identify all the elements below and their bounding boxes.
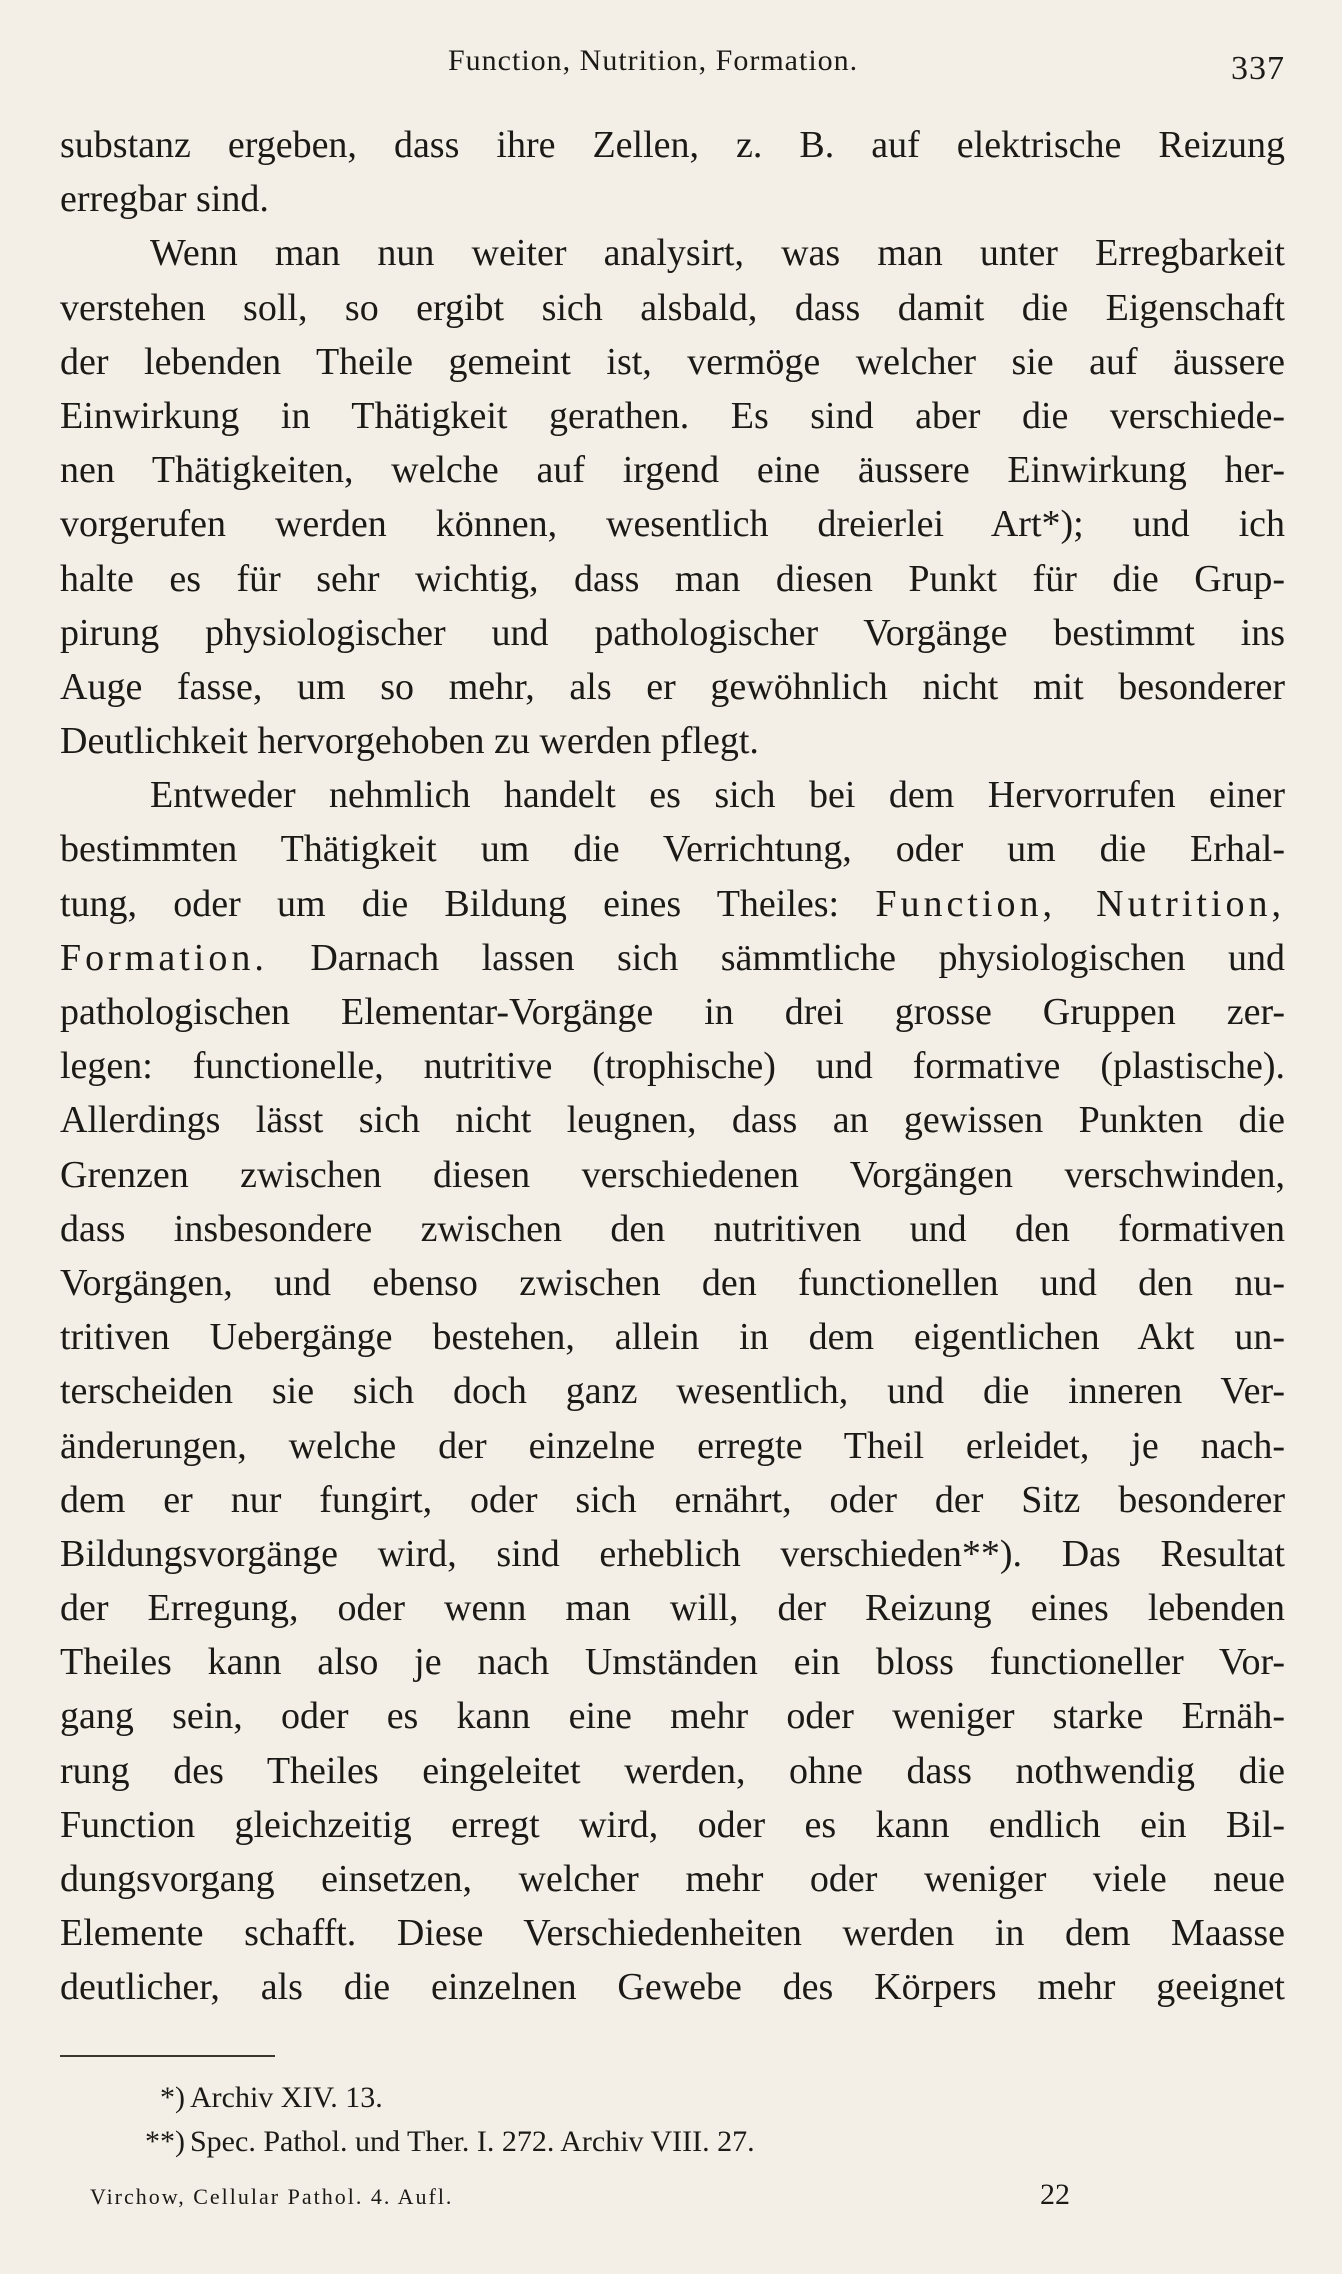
text-line: Deutlichkeit hervorgehoben zu werden pflegt. [60, 720, 759, 763]
text-run: tung, oder um die Bildung eines Theiles: [60, 882, 876, 925]
spaced-emphasis: Function, Nutrition, [875, 882, 1285, 925]
text-line: verstehen soll, so ergibt sich alsbald, dass damit die Eigenschaft [60, 286, 1285, 329]
printer-signature [90, 2178, 1090, 2218]
text-line: Elemente schafft. Diese Verschiedenheiten werden in dem Maasse [60, 1912, 1285, 1955]
text-line: deutlicher, als die einzelnen Gewebe des Körpers mehr geeignet [60, 1966, 1285, 2009]
text-line: Theiles kann also je nach Umständen ein bloss functioneller Vor- [60, 1641, 1285, 1684]
text-line: terscheiden sie sich doch ganz wesentlich, und die inneren Ver- [60, 1370, 1285, 1413]
text-line: dem er nur fungirt, oder sich ernährt, oder der Sitz besonderer [60, 1478, 1285, 1521]
footnote-mark: **) [145, 2125, 185, 2158]
footnote [60, 2076, 1285, 2120]
text-line: dass insbesondere zwischen den nutritiven und den formativen [60, 1207, 1285, 1250]
text-line: legen: functionelle, nutritive (trophische) und formative (plastische). [60, 1045, 1285, 1088]
page-number: 337 [1231, 50, 1285, 87]
text-line: änderungen, welche der einzelne erregte Theil erleidet, je nach- [60, 1424, 1285, 1467]
text-line: bestimmten Thätigkeit um die Verrichtung, oder um die Erhal- [60, 828, 1285, 871]
footnote-text: Spec. Pathol. und Ther. I. 272. Archiv VIII. 27. [190, 2125, 755, 2158]
text-line: halte es für sehr wichtig, dass man diesen Punkt für die Grup- [60, 557, 1285, 600]
text-line: Einwirkung in Thätigkeit gerathen. Es sind aber die verschiede- [60, 394, 1285, 437]
text-line: Grenzen zwischen diesen verschiedenen Vorgängen verschwinden, [60, 1153, 1285, 1196]
text-line-emphasis [60, 931, 1285, 985]
text-line: dungsvorgang einsetzen, welcher mehr oder weniger viele neue [60, 1858, 1285, 1900]
text-line: tritiven Uebergänge bestehen, allein in dem eigentlichen Akt un- [60, 1316, 1285, 1359]
text-line: der Erregung, oder wenn man will, der Reizung eines lebenden [60, 1587, 1285, 1630]
footnote-text: Archiv XIV. 13. [190, 2081, 383, 2114]
sheet-number: 22 [1040, 2178, 1070, 2211]
text-line: substanz ergeben, dass ihre Zellen, z. B. auf elektrische Reizung [60, 124, 1285, 166]
signature-text: Virchow, Cellular Pathol. 4. Aufl. [90, 2184, 454, 2209]
text-line: Allerdings lässt sich nicht leugnen, dass an gewissen Punkten die [60, 1099, 1285, 1142]
text-line: Entweder nehmlich handelt es sich bei dem Hervorrufen einer [150, 774, 1285, 817]
text-line: rung des Theiles eingeleitet werden, ohne dass nothwendig die [60, 1749, 1285, 1792]
text-line: pathologischen Elementar-Vorgänge in drei grosse Gruppen zer- [60, 991, 1285, 1033]
text-line: pirung physiologischer und pathologischer Vorgänge bestimmt ins [60, 611, 1285, 654]
footnotes [60, 2076, 1285, 2164]
text-line: Bildungsvorgänge wird, sind erheblich verschieden**). Das Resultat [60, 1532, 1285, 1575]
footnote-rule [60, 2055, 275, 2057]
text-run: Darnach lassen sich sämmtliche physiologischen und [267, 936, 1285, 979]
text-line-emphasis [60, 877, 1285, 931]
text-line: vorgerufen werden können, wesentlich dreierlei Art*); und ich [60, 503, 1285, 546]
text-line: erregbar sind. [60, 178, 269, 221]
text-line: gang sein, oder es kann eine mehr oder weniger starke Ernäh- [60, 1695, 1285, 1738]
footnote [60, 2120, 1285, 2164]
text-line: der lebenden Theile gemeint ist, vermöge welcher sie auf äussere [60, 340, 1285, 383]
spaced-emphasis: Formation. [60, 936, 268, 979]
text-line: nen Thätigkeiten, welche auf irgend eine äussere Einwirkung her- [60, 449, 1285, 492]
running-title: Function, Nutrition, Formation. [448, 44, 859, 77]
text-line: Wenn man nun weiter analysirt, was man unter Erregbarkeit [150, 232, 1285, 275]
text-line: Function gleichzeitig erregt wird, oder es kann endlich ein Bil- [60, 1803, 1285, 1846]
text-line: Auge fasse, um so mehr, als er gewöhnlich nicht mit besonderer [60, 665, 1285, 708]
body-text [60, 118, 1285, 2015]
text-line: Vorgängen, und ebenso zwischen den functionellen und den nu- [60, 1261, 1285, 1304]
footnote-mark: *) [160, 2081, 185, 2114]
running-head [60, 40, 1285, 87]
